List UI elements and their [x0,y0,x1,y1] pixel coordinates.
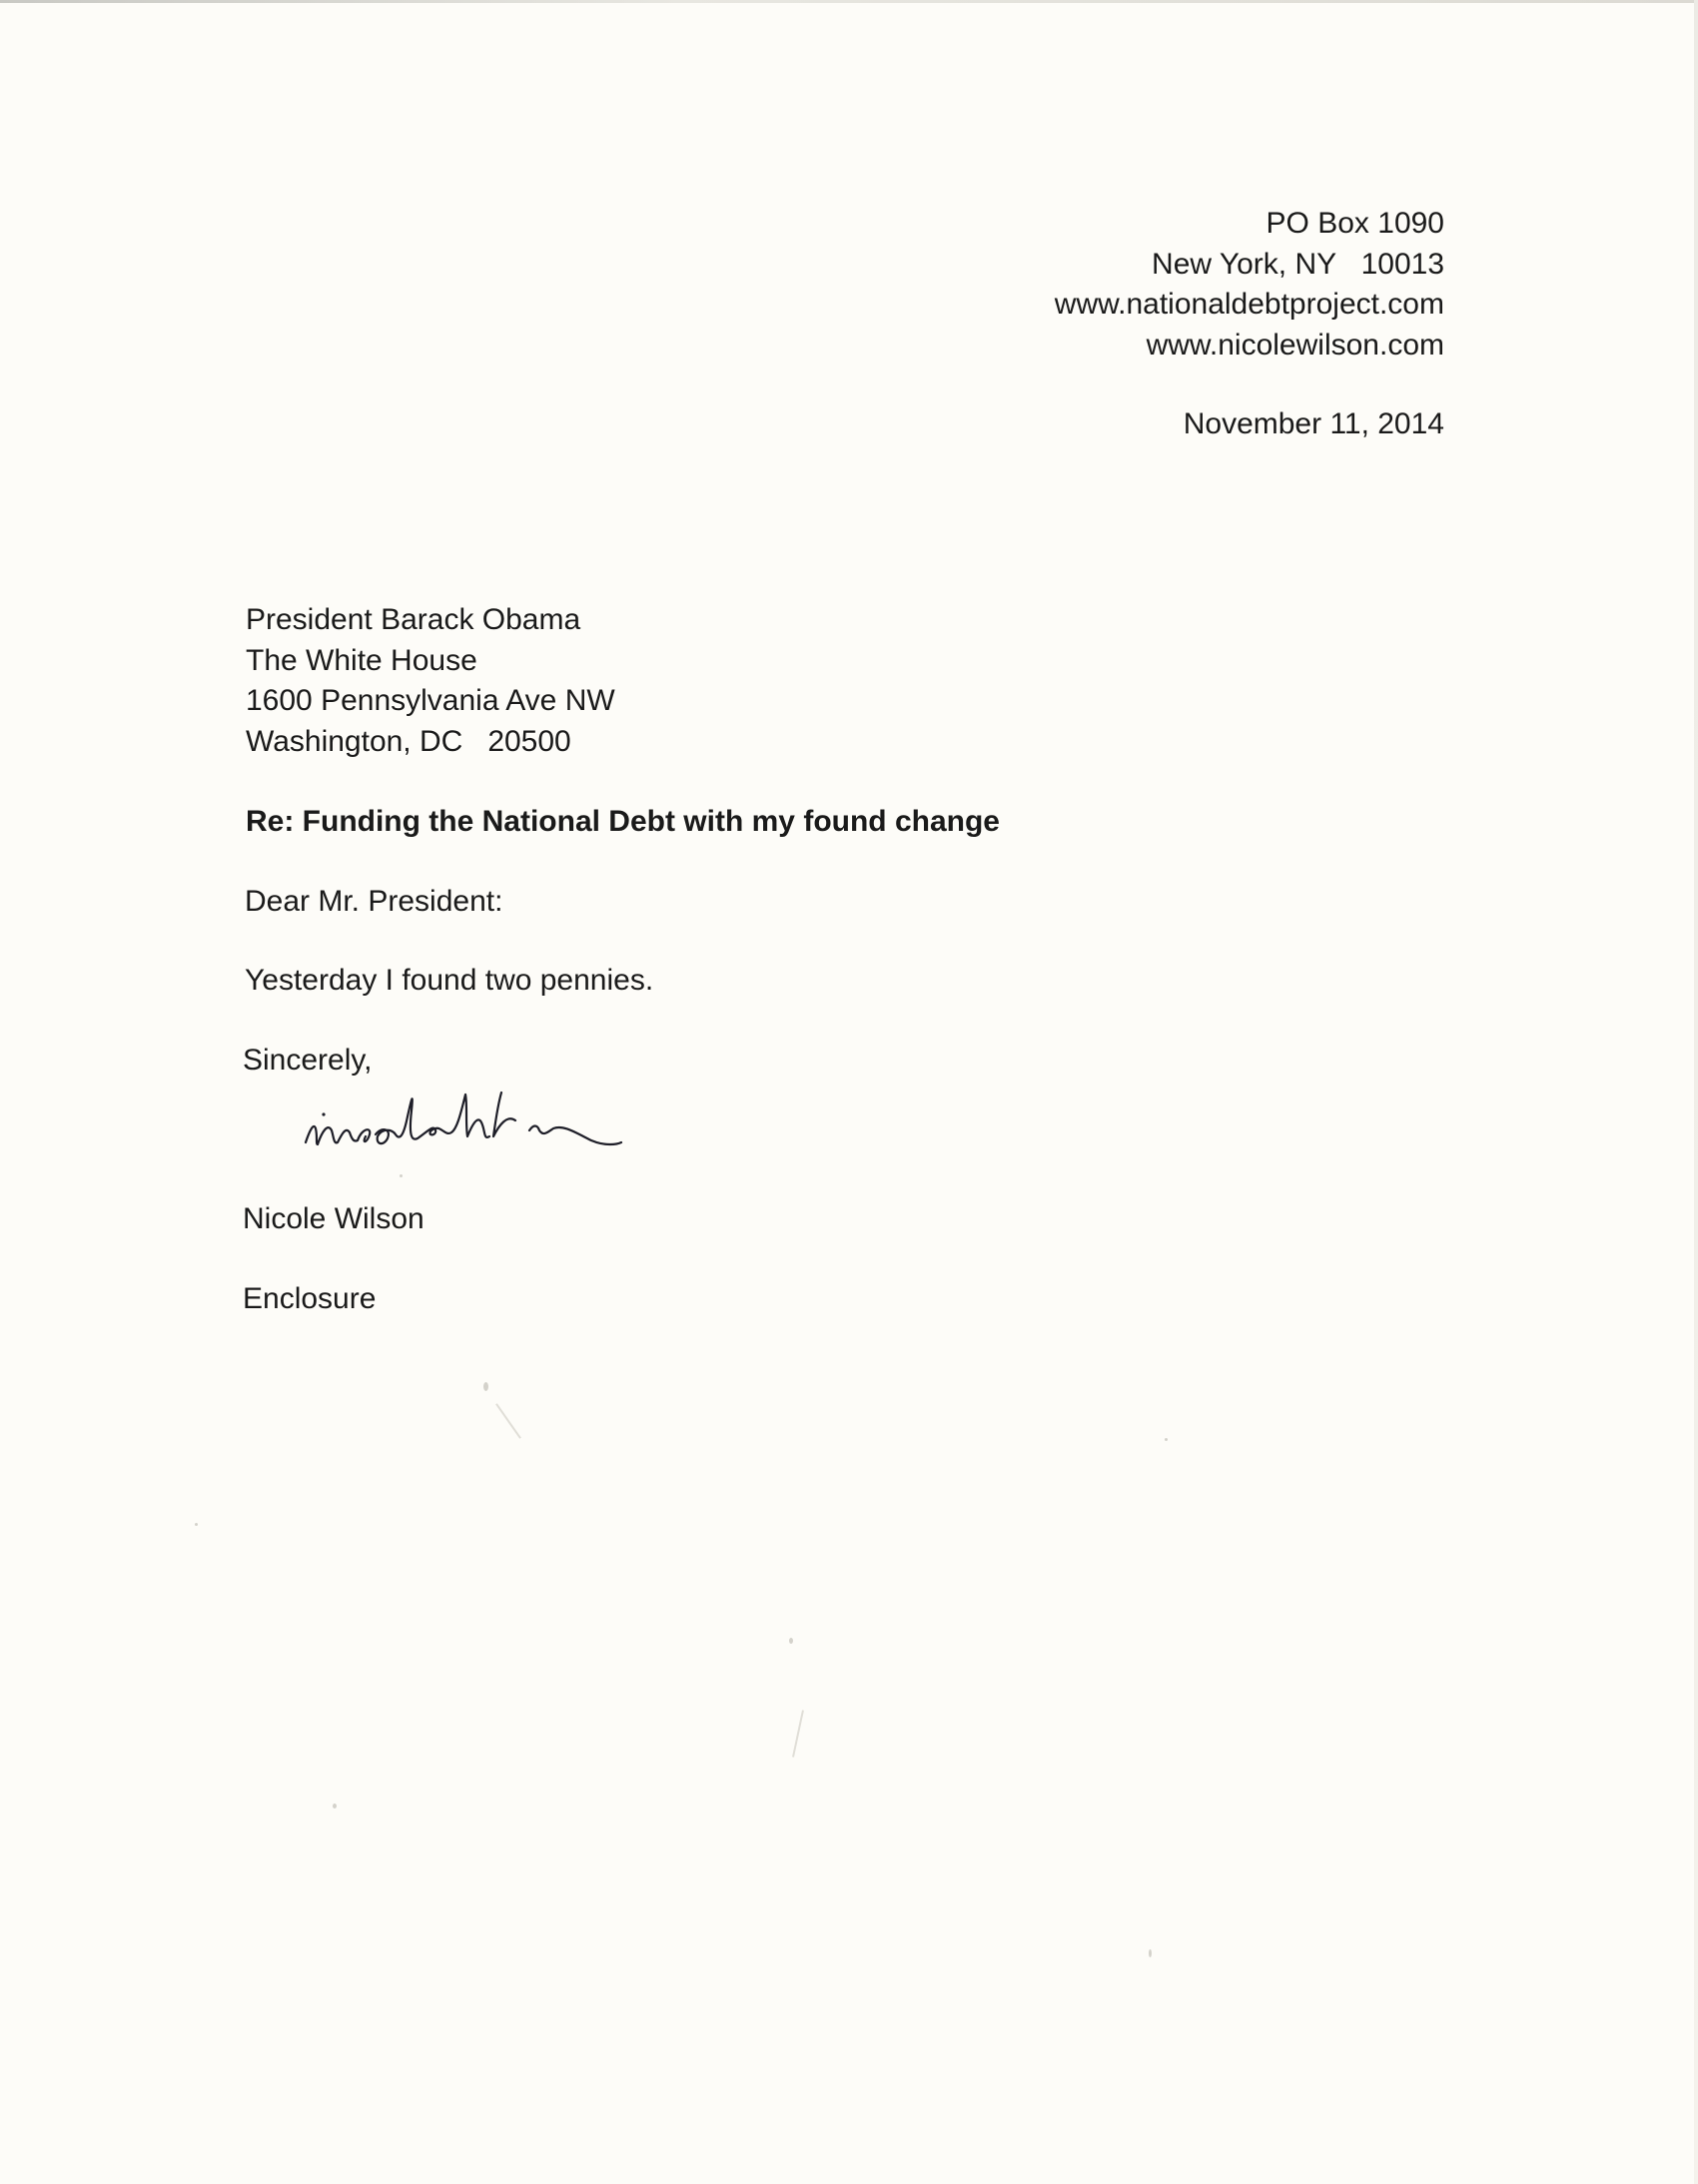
salutation: Dear Mr. President: [245,885,503,918]
letter-body: Yesterday I found two pennies. [245,964,654,997]
sender-city-state-zip: New York, NY 10013 [1152,247,1444,281]
paper-speck [1149,1949,1152,1957]
recipient-city-state-zip: Washington, DC 20500 [246,724,571,758]
closing: Sincerely, [243,1044,373,1077]
recipient-street: 1600 Pennsylvania Ave NW [246,684,615,717]
paper-speck [1165,1438,1168,1441]
paper-speck [789,1638,793,1644]
signer-name: Nicole Wilson [243,1202,424,1235]
paper-scratch [495,1403,521,1439]
sender-website-personal: www.nicolewilson.com [1146,328,1444,362]
page-right-edge [1694,0,1698,2184]
letter-date: November 11, 2014 [1183,407,1444,440]
subject-line: Re: Funding the National Debt with my found change [246,805,1000,838]
sender-address [1055,204,1444,365]
recipient-building: The White House [246,643,477,677]
sender-website-project: www.nationaldebtproject.com [1054,288,1444,321]
page-top-edge [0,0,1698,3]
recipient-address [246,600,615,762]
enclosure-note: Enclosure [243,1282,377,1315]
paper-speck [483,1382,488,1391]
paper-speck [400,1174,403,1177]
paper-speck [195,1523,198,1526]
sender-po-box: PO Box 1090 [1266,207,1444,240]
handwritten-signature [296,1071,635,1160]
paper-speck [333,1804,337,1809]
recipient-name: President Barack Obama [246,603,581,636]
paper-scratch [792,1710,804,1757]
